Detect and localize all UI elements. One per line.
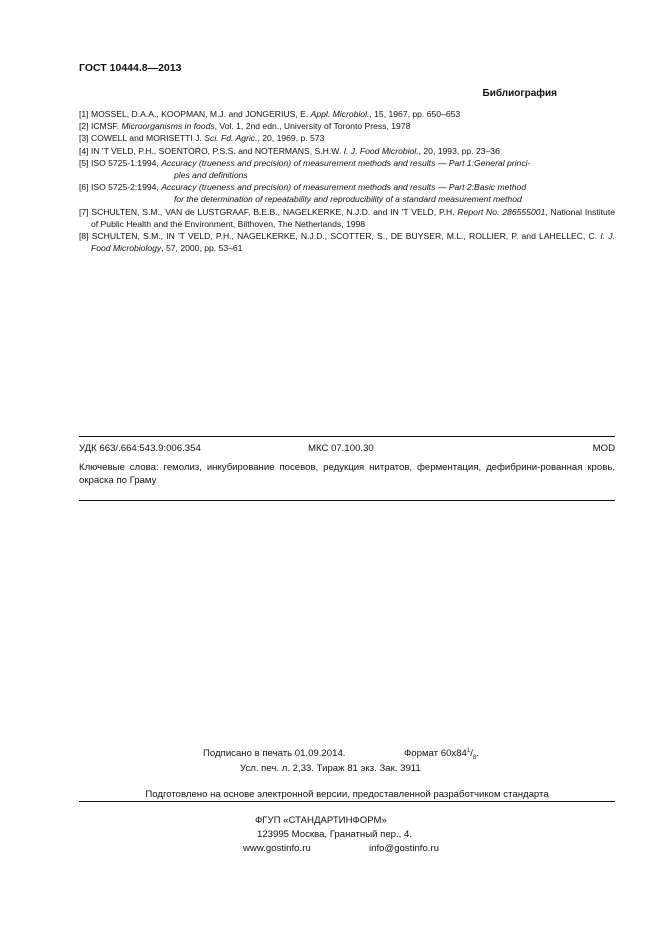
reference-details: , Vol. 1, 2nd edn., University of Toronto Press, 1978 — [214, 121, 411, 132]
reference-source: Appl. Microbiol. — [310, 109, 370, 119]
reference-item — [79, 120, 615, 132]
reference-details: , 57, 2000, pp. 53–61 — [161, 243, 243, 254]
reference-details: , 20, 1993, pp. 23–36 — [418, 145, 500, 156]
reference-continuation: for the determination of repeatability and reproducibility of a standard measurement method — [174, 194, 522, 205]
reference-source: Report No. 286555001 — [457, 206, 546, 217]
reference-number: [7] — [79, 206, 89, 217]
reference-number: [6] — [79, 182, 89, 193]
reference-text: ISO 5725-1:1994, — [88, 157, 162, 168]
publisher-block — [79, 814, 615, 856]
publisher-website: www.gostinfo.ru — [243, 843, 311, 854]
reference-source: I. J. Food Microbiol. — [343, 145, 419, 156]
publisher-address: 123995 Москва, Гранатный пер., 4. — [257, 829, 412, 840]
divider-top — [79, 436, 615, 437]
bibliography-list — [79, 108, 615, 254]
reference-number: [3] — [79, 133, 89, 144]
udk-code: УДК 663/.664:543.9:006.354 — [79, 443, 201, 454]
divider-bottom — [79, 500, 615, 501]
divider-footer — [79, 801, 615, 802]
reference-item — [79, 206, 615, 230]
format-denominator: 8 — [472, 755, 477, 762]
reference-continuation: ples and definitions — [174, 170, 248, 181]
reference-number: [1] — [79, 109, 89, 119]
reference-item — [79, 157, 615, 181]
reference-details: , National Institute of Public Health and the Environment, Bilthoven, The Netherlands, 1998 — [91, 206, 615, 229]
document-code: ГОСТ 10444.8—2013 — [79, 62, 182, 74]
reference-item — [79, 230, 615, 254]
publisher-email: info@gostinfo.ru — [369, 843, 440, 854]
reference-text: COWELL and MORISETTI J. — [88, 133, 205, 144]
reference-text: IN 'T VELD, P.H., SOENTORO, P.S.S. and NOTERMANS, S.H.W. — [88, 145, 344, 156]
format-info: Формат $60x84^1/_8$. — [404, 748, 479, 762]
reference-details: , 20, 1969, p. 573 — [257, 133, 325, 144]
reference-source: Microorganisms in foods — [121, 121, 215, 132]
reference-item — [79, 108, 615, 120]
reference-text: SCHULTEN, S.M., VAN de LUSTGRAAF, B.E.B., NAGELKERKE, N.J.D. and IN 'T VELD, P.H. — [88, 206, 458, 217]
reference-source: I. J. Food Microbiology — [91, 231, 615, 254]
reference-item — [79, 145, 615, 157]
prepared-note: Подготовлено на основе электронной версии, предоставленной разработчиком стандарта — [145, 789, 549, 800]
reference-text: SCHULTEN, S.M., IN 'T VELD, P.H., NAGELKERKE, N.J.D., SCOTTER, S., DE BUYSER, M.L., ROLLIER, P. and LAHELLEC, C. — [88, 231, 601, 242]
reference-text: MOSSEL, D.A.A., KOOPMAN, M.J. and JONGERIUS, E. — [88, 109, 311, 119]
mod-label: MOD — [592, 443, 615, 454]
reference-source: Accuracy (trueness and precision) of measurement methods and results — Part 1:General princi- — [161, 157, 531, 168]
reference-item — [79, 181, 615, 205]
reference-number: [5] — [79, 157, 89, 168]
sheets-info: Усл. печ. л. 2,33. Тираж 81 экз. Зак. 3911 — [240, 763, 421, 774]
signed-for-print: Подписано в печать 01.09.2014. — [203, 748, 346, 759]
reference-details: , 15, 1967, pp. 650–653 — [369, 109, 461, 119]
reference-item — [79, 132, 615, 144]
format-numerator: 1 — [466, 748, 471, 754]
reference-text: ICMSF. — [88, 121, 122, 132]
format-end: . — [476, 748, 479, 760]
reference-number: [8] — [79, 231, 89, 242]
keywords: Ключевые слова: гемолиз, инкубирование посевов, редукция нитратов, ферментация, дефибрини-рованная кровь, окраска по Граму — [79, 462, 615, 486]
format-label: Формат 60x84 — [404, 748, 467, 760]
bibliography-title: Библиография — [482, 88, 557, 99]
reference-number: [4] — [79, 145, 89, 156]
reference-number: [2] — [79, 121, 89, 132]
reference-text: ISO 5725-2:1994, — [88, 182, 162, 193]
reference-source: Accuracy (trueness and precision) of measurement methods and results — Part 2:Basic method — [161, 182, 527, 193]
reference-source: Sci. Fd. Agric. — [204, 133, 258, 144]
mks-code: МКС 07.100.30 — [308, 443, 374, 454]
publisher-name: ФГУП «СТАНДАРТИНФОРМ» — [255, 815, 387, 826]
